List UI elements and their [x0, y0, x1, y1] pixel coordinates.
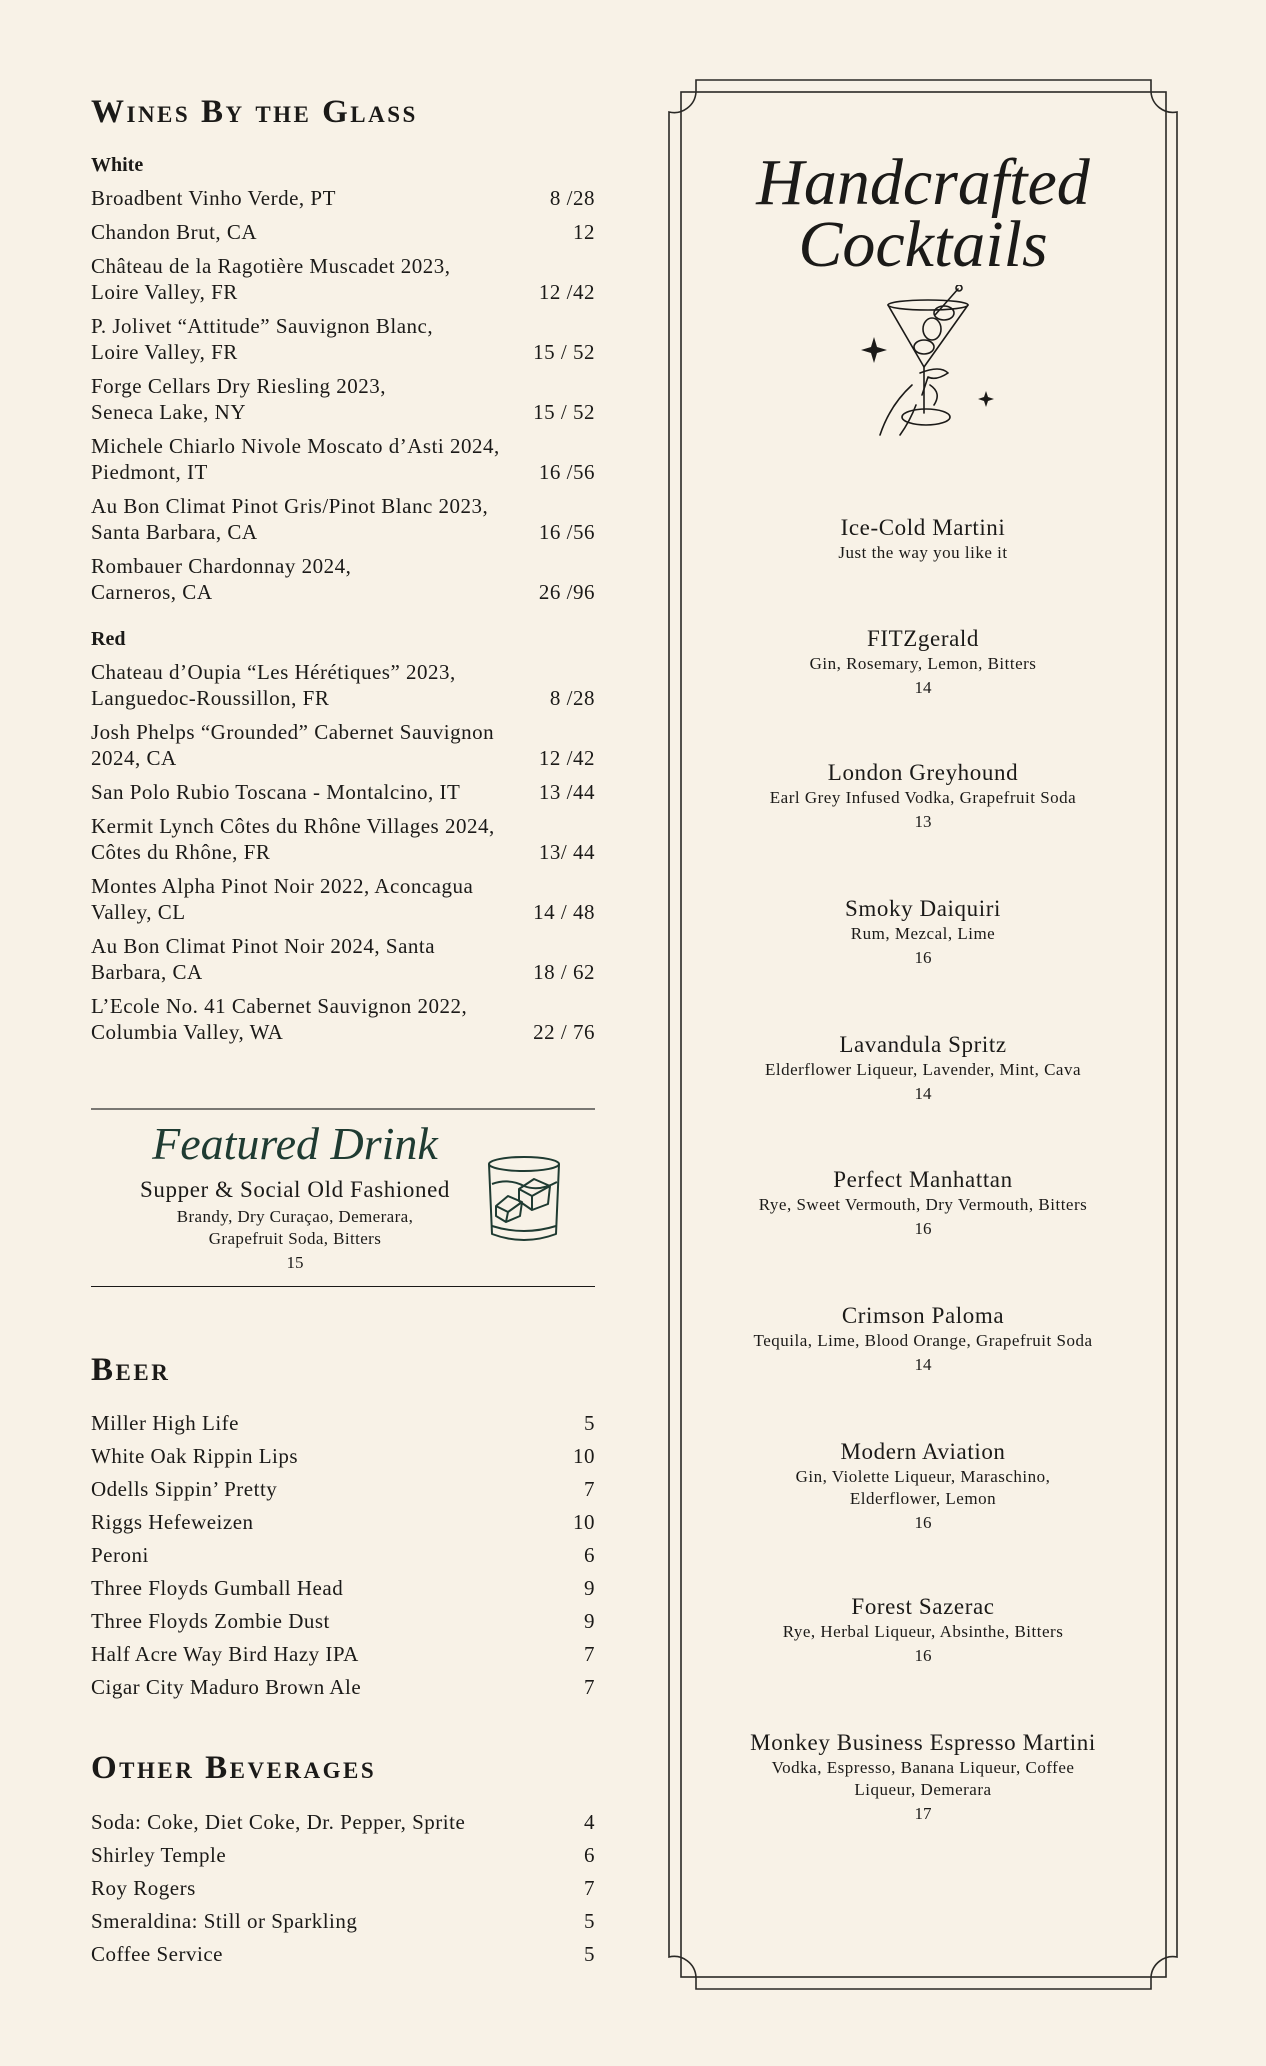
cocktail-name: Modern Aviation [840, 1439, 1006, 1464]
item-name: White Oak Rippin Lips [91, 1444, 299, 1468]
cocktail-ingredients: Earl Grey Infused Vodka, Grapefruit Soda [769, 788, 1077, 807]
item-price: 15 / 52 [533, 340, 595, 364]
item-name: Odells Sippin’ Pretty [91, 1477, 278, 1501]
item-name: Miller High Life [91, 1411, 239, 1435]
cocktail-ingredients: Rye, Sweet Vermouth, Dry Vermouth, Bitters [758, 1195, 1088, 1214]
sparkle-icon [861, 337, 887, 363]
cocktail-item [690, 1166, 1156, 1242]
cocktail-item [690, 759, 1156, 835]
item-price: 7 [584, 1876, 595, 1900]
cocktail-name: Crimson Paloma [841, 1303, 1005, 1328]
item-name: L’Ecole No. 41 Cabernet Sauvignon 2022, Columbia Valley, WA [91, 994, 468, 1044]
item-name: Kermit Lynch Côtes du Rhône Villages 2024, Côtes du Rhône, FR [91, 814, 495, 864]
item-price: 8 /28 [549, 186, 595, 210]
cocktail-price: 17 [914, 1804, 932, 1823]
cocktail-price: 16 [914, 1219, 932, 1238]
item-name: Smeraldina: Still or Sparkling [91, 1909, 358, 1933]
item-price: 6 [584, 1543, 595, 1567]
cocktail-item [690, 625, 1156, 701]
cocktail-item [690, 1438, 1156, 1536]
cocktail-ingredients: Gin, Violette Liqueur, Maraschino, Elderflower, Lemon [795, 1467, 1051, 1508]
item-price: 5 [584, 1909, 595, 1933]
cocktail-name: FITZgerald [866, 626, 979, 651]
item-name: Chateau d’Oupia “Les Hérétiques” 2023, Languedoc-Roussillon, FR [91, 660, 456, 710]
cocktail-name: Lavandula Spritz [839, 1032, 1007, 1057]
wines-heading: Wines By the Glass [91, 94, 418, 130]
cocktail-ingredients: Vodka, Espresso, Banana Liqueur, Coffee Liqueur, Demerara [771, 1758, 1075, 1799]
featured-drink-price: 15 [286, 1253, 304, 1272]
item-price: 12 [573, 220, 595, 244]
martini-hand-icon [860, 285, 1000, 445]
featured-drink-ingredients-1: Brandy, Dry Curaçao, Demerara, [176, 1207, 414, 1226]
cocktail-name: Smoky Daiquiri [845, 896, 1001, 921]
item-name: Chandon Brut, CA [91, 220, 258, 244]
item-price: 16 /56 [538, 460, 595, 484]
featured-drink-name: Supper & Social Old Fashioned [140, 1177, 450, 1202]
item-price: 4 [584, 1810, 595, 1834]
item-name: Château de la Ragotière Muscadet 2023, Loire Valley, FR [91, 254, 451, 304]
cocktail-ingredients: Elderflower Liqueur, Lavender, Mint, Cava [764, 1060, 1082, 1079]
item-name: Michele Chiarlo Nivole Moscato d’Asti 2024, Piedmont, IT [91, 434, 500, 484]
item-price: 12 /42 [538, 746, 595, 770]
cocktail-price: 16 [914, 1646, 932, 1665]
item-price: 7 [584, 1477, 595, 1501]
item-name: Coffee Service [91, 1942, 223, 1966]
item-price: 18 / 62 [533, 960, 595, 984]
cocktails-title-line2: Cocktails [798, 208, 1048, 281]
item-price: 8 /28 [549, 686, 595, 710]
cocktail-item [690, 514, 1156, 564]
item-name: San Polo Rubio Toscana - Montalcino, IT [91, 780, 461, 804]
item-price: 5 [584, 1942, 595, 1966]
white-wine-label: White [91, 154, 144, 176]
cocktail-item [690, 1302, 1156, 1378]
item-price: 26 /96 [538, 580, 595, 604]
item-name: Au Bon Climat Pinot Gris/Pinot Blanc 2023, Santa Barbara, CA [91, 494, 489, 544]
item-price: 15 / 52 [533, 400, 595, 424]
item-price: 5 [584, 1411, 595, 1435]
cocktail-name: Perfect Manhattan [833, 1167, 1013, 1192]
cocktail-name: Forest Sazerac [851, 1594, 995, 1619]
cocktail-name: Monkey Business Espresso Martini [750, 1730, 1096, 1755]
item-price: 7 [584, 1642, 595, 1666]
item-name: P. Jolivet “Attitude” Sauvignon Blanc, Loire Valley, FR [91, 314, 434, 364]
item-price: 13/ 44 [538, 840, 595, 864]
cocktail-price: 13 [914, 812, 932, 831]
item-name: Rombauer Chardonnay 2024, Carneros, CA [91, 554, 352, 604]
item-name: Montes Alpha Pinot Noir 2022, Aconcagua Valley, CL [91, 874, 474, 924]
cocktail-name: London Greyhound [827, 760, 1019, 785]
cocktail-ingredients: Just the way you like it [838, 543, 1008, 562]
item-price: 12 /42 [538, 280, 595, 304]
cocktails-title-line1: Handcrafted [756, 146, 1090, 219]
item-name: Broadbent Vinho Verde, PT [91, 186, 336, 210]
cocktail-item [690, 1031, 1156, 1107]
item-name: Shirley Temple [91, 1843, 227, 1867]
cocktail-price: 16 [914, 1513, 932, 1532]
sparkle-icon [978, 391, 994, 407]
item-price: 6 [584, 1843, 595, 1867]
item-name: Cigar City Maduro Brown Ale [91, 1675, 362, 1699]
item-price: 16 /56 [538, 520, 595, 544]
item-name: Half Acre Way Bird Hazy IPA [91, 1642, 359, 1666]
item-price: 9 [584, 1576, 595, 1600]
item-price: 13 /44 [538, 780, 595, 804]
item-price: 9 [584, 1609, 595, 1633]
item-name: Riggs Hefeweizen [91, 1510, 254, 1534]
item-name: Josh Phelps “Grounded” Cabernet Sauvignon 2024, CA [91, 720, 495, 770]
item-price: 7 [584, 1675, 595, 1699]
cocktail-price: 14 [914, 1084, 932, 1103]
item-name: Au Bon Climat Pinot Noir 2024, Santa Barbara, CA [91, 934, 436, 984]
item-name: Three Floyds Zombie Dust [91, 1609, 330, 1633]
item-name: Soda: Coke, Diet Coke, Dr. Pepper, Sprite [91, 1810, 466, 1834]
cocktail-name: Ice-Cold Martini [840, 515, 1006, 540]
item-price: 14 / 48 [533, 900, 595, 924]
beer-heading: Beer [91, 1352, 171, 1388]
item-price: 10 [573, 1444, 595, 1468]
cocktail-ingredients: Tequila, Lime, Blood Orange, Grapefruit Soda [753, 1331, 1093, 1350]
red-wine-label: Red [91, 628, 126, 650]
item-name: Forge Cellars Dry Riesling 2023, Seneca Lake, NY [91, 374, 387, 424]
item-name: Peroni [91, 1543, 149, 1567]
cocktail-price: 14 [914, 678, 932, 697]
cocktail-price: 14 [914, 1355, 932, 1374]
item-price: 10 [573, 1510, 595, 1534]
cocktail-ingredients: Rum, Mezcal, Lime [850, 924, 996, 943]
cocktail-item [690, 1593, 1156, 1669]
cocktail-item [690, 895, 1156, 971]
featured-title: Featured Drink [152, 1118, 438, 1169]
item-name: Roy Rogers [91, 1876, 196, 1900]
item-price: 22 / 76 [533, 1020, 595, 1044]
cocktail-item [690, 1729, 1156, 1827]
other-beverages-heading: Other Beverages [91, 1750, 377, 1786]
item-name: Three Floyds Gumball Head [91, 1576, 344, 1600]
cocktail-ingredients: Rye, Herbal Liqueur, Absinthe, Bitters [782, 1622, 1064, 1641]
cocktail-price: 16 [914, 948, 932, 967]
featured-drink-ingredients-2: Grapefruit Soda, Bitters [208, 1229, 382, 1248]
cocktail-ingredients: Gin, Rosemary, Lemon, Bitters [809, 654, 1037, 673]
